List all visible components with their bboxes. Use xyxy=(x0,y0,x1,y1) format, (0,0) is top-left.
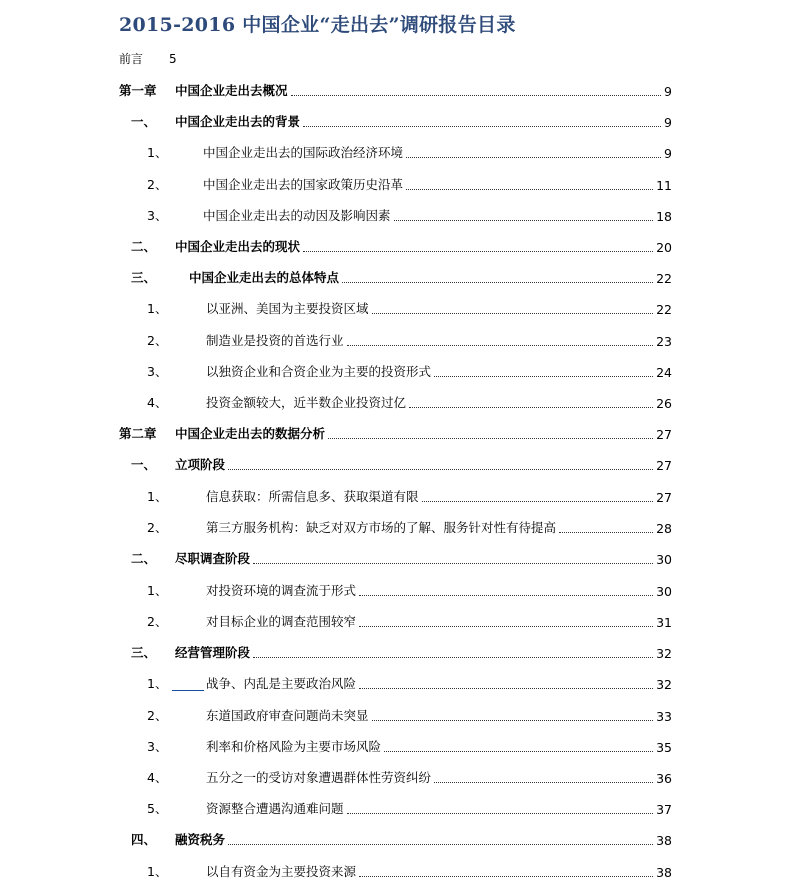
toc-entry-number: 第一章 xyxy=(119,83,157,98)
toc-dot-leader xyxy=(434,375,653,377)
toc-entry-page: 24 xyxy=(656,365,672,380)
toc-entry-title: 中国企业走出去的国家政策历史沿革 xyxy=(203,177,404,192)
toc-dot-leader xyxy=(359,687,653,689)
toc-dot-leader xyxy=(359,875,653,877)
toc-entry[interactable] xyxy=(0,205,700,225)
toc-entry-number: 1、 xyxy=(147,676,168,691)
toc-entry-number: 5、 xyxy=(147,801,168,816)
toc-entry-title: 以自有资金为主要投资来源 xyxy=(206,864,357,879)
toc-entry[interactable] xyxy=(0,829,700,849)
toc-entry[interactable] xyxy=(0,861,700,881)
toc-entry[interactable] xyxy=(0,142,700,162)
toc-entry-number: 4、 xyxy=(147,395,168,410)
toc-entry-title: 第三方服务机构：缺乏对双方市场的了解、服务针对性有待提高 xyxy=(206,520,557,535)
toc-entry-number: 2、 xyxy=(147,177,168,192)
toc-entry-title: 中国企业走出去的数据分析 xyxy=(175,426,326,441)
toc-entry-page: 28 xyxy=(656,521,672,536)
toc-entry-title: 中国企业走出去的动因及影响因素 xyxy=(203,208,391,223)
toc-entry-page: 32 xyxy=(656,646,672,661)
toc-entry-number: 一、 xyxy=(131,457,157,472)
toc-entry[interactable] xyxy=(0,767,700,787)
toc-entry-title: 中国企业走出去的国际政治经济环境 xyxy=(203,145,404,160)
toc-entry-title: 东道国政府审查问题尚未突显 xyxy=(206,708,369,723)
toc-dot-leader xyxy=(228,468,653,470)
toc-dot-leader xyxy=(253,656,653,658)
toc-entry-title: 尽职调查阶段 xyxy=(175,551,251,566)
toc-entry-page: 30 xyxy=(656,584,672,599)
toc-entry[interactable] xyxy=(0,330,700,350)
toc-entry-title: 对投资环境的调查流于形式 xyxy=(206,583,357,598)
toc-entry-page: 31 xyxy=(656,615,672,630)
toc-entry[interactable] xyxy=(0,611,700,631)
toc-entry-number: 一、 xyxy=(131,114,157,129)
preface-label: 前言 xyxy=(119,52,144,66)
toc-entry-title: 信息获取：所需信息多、获取渠道有限 xyxy=(206,489,419,504)
toc-entry-page: 9 xyxy=(664,84,672,99)
toc-entry[interactable] xyxy=(0,423,700,443)
toc-entry-title: 投资金额较大，近半数企业投资过亿 xyxy=(206,395,407,410)
toc-entry-number: 二、 xyxy=(131,239,157,254)
toc-dot-leader xyxy=(372,312,654,314)
toc-entry-page: 32 xyxy=(656,677,672,692)
toc-entry-page: 35 xyxy=(656,740,672,755)
toc-entry-title: 对目标企业的调查范围较窄 xyxy=(206,614,357,629)
toc-entry[interactable] xyxy=(0,111,700,131)
toc-entry-page: 37 xyxy=(656,802,672,817)
toc-entry-page: 18 xyxy=(656,209,672,224)
toc-entry-number: 4、 xyxy=(147,770,168,785)
toc-dot-leader xyxy=(303,250,653,252)
toc-entry[interactable] xyxy=(0,736,700,756)
toc-dot-leader xyxy=(291,94,662,96)
toc-dot-leader xyxy=(406,188,653,190)
toc-entry-page: 27 xyxy=(656,427,672,442)
toc-entry-title: 以独资企业和合资企业为主要的投资形式 xyxy=(206,364,432,379)
toc-entry[interactable] xyxy=(0,642,700,662)
toc-entry-title: 立项阶段 xyxy=(175,457,226,472)
toc-entry-number: 四、 xyxy=(131,832,157,847)
toc-entry-number: 2、 xyxy=(147,708,168,723)
toc-entry[interactable] xyxy=(0,486,700,506)
toc-entry-page: 33 xyxy=(656,709,672,724)
toc-preface[interactable] xyxy=(119,50,177,67)
toc-entry-number: 2、 xyxy=(147,520,168,535)
toc-dot-leader xyxy=(347,344,654,346)
toc-entry-number: 1、 xyxy=(147,145,168,160)
toc-entry-number: 1、 xyxy=(147,301,168,316)
toc-entry-title: 资源整合遭遇沟通难问题 xyxy=(206,801,344,816)
toc-entry-page: 38 xyxy=(656,833,672,848)
edit-underline-mark xyxy=(172,690,204,691)
toc-entry-page: 20 xyxy=(656,240,672,255)
preface-page: 5 xyxy=(169,52,177,66)
toc-entry-title: 五分之一的受访对象遭遇群体性劳资纠纷 xyxy=(206,770,432,785)
toc-dot-leader xyxy=(406,156,661,158)
toc-entry[interactable] xyxy=(0,673,700,693)
toc-dot-leader xyxy=(253,562,653,564)
toc-entry[interactable] xyxy=(0,580,700,600)
toc-entry[interactable] xyxy=(0,267,700,287)
toc-dot-leader xyxy=(303,125,661,127)
toc-entry-number: 三、 xyxy=(131,645,157,660)
toc-entry-page: 27 xyxy=(656,490,672,505)
toc-entry-title: 中国企业走出去的总体特点 xyxy=(189,270,340,285)
toc-entry[interactable] xyxy=(0,548,700,568)
toc-entry[interactable] xyxy=(0,798,700,818)
toc-entry-page: 30 xyxy=(656,552,672,567)
toc-dot-leader xyxy=(328,437,653,439)
toc-entry-number: 二、 xyxy=(131,551,157,566)
toc-entry-title: 战争、内乱是主要政治风险 xyxy=(206,676,357,691)
toc-entry-page: 9 xyxy=(664,115,672,130)
toc-entry-page: 9 xyxy=(664,146,672,161)
toc-entry-number: 3、 xyxy=(147,364,168,379)
toc-entry-page: 23 xyxy=(656,334,672,349)
toc-entry[interactable] xyxy=(0,174,700,194)
toc-entry[interactable] xyxy=(0,361,700,381)
toc-entry-number: 2、 xyxy=(147,614,168,629)
toc-dot-leader xyxy=(434,781,653,783)
toc-entry-page: 26 xyxy=(656,396,672,411)
toc-entry[interactable] xyxy=(0,80,700,100)
toc-entry-number: 1、 xyxy=(147,864,168,879)
toc-entry-page: 36 xyxy=(656,771,672,786)
toc-dot-leader xyxy=(394,219,654,221)
toc-dot-leader xyxy=(384,750,653,752)
toc-entry-page: 22 xyxy=(656,271,672,286)
toc-entry-title: 以亚洲、美国为主要投资区域 xyxy=(206,301,369,316)
toc-entry-number: 第二章 xyxy=(119,426,157,441)
toc-entry-number: 3、 xyxy=(147,208,168,223)
toc-entry-page: 11 xyxy=(656,178,672,193)
toc-entry-title: 经营管理阶段 xyxy=(175,645,251,660)
toc-entry[interactable] xyxy=(0,236,700,256)
toc-entry-number: 3、 xyxy=(147,739,168,754)
toc-entry-title: 中国企业走出去的现状 xyxy=(175,239,301,254)
toc-dot-leader xyxy=(359,625,653,627)
toc-entry-page: 27 xyxy=(656,458,672,473)
toc-entry-number: 2、 xyxy=(147,333,168,348)
toc-entry[interactable] xyxy=(0,298,700,318)
toc-entry-title: 制造业是投资的首选行业 xyxy=(206,333,344,348)
toc-dot-leader xyxy=(559,531,653,533)
toc-dot-leader xyxy=(422,500,654,502)
toc-entry-number: 三、 xyxy=(131,270,157,285)
toc-entry[interactable] xyxy=(0,705,700,725)
toc-dot-leader xyxy=(372,719,654,721)
toc-entry-title: 中国企业走出去概况 xyxy=(175,83,288,98)
toc-entry-number: 1、 xyxy=(147,489,168,504)
toc-entry-page: 38 xyxy=(656,865,672,880)
toc-dot-leader xyxy=(359,594,653,596)
toc-dot-leader xyxy=(228,843,653,845)
toc-entry[interactable] xyxy=(0,454,700,474)
toc-entry-title: 中国企业走出去的背景 xyxy=(175,114,301,129)
toc-entry-title: 利率和价格风险为主要市场风险 xyxy=(206,739,382,754)
toc-entry-number: 1、 xyxy=(147,583,168,598)
toc-entry-page: 22 xyxy=(656,302,672,317)
toc-dot-leader xyxy=(342,281,653,283)
page-title: 2015-2016 中国企业“走出去”调研报告目录 xyxy=(119,14,516,36)
toc-entry[interactable] xyxy=(0,517,700,537)
toc-dot-leader xyxy=(347,812,654,814)
toc-entry[interactable] xyxy=(0,392,700,412)
toc-entry-title: 融资税务 xyxy=(175,832,226,847)
toc-dot-leader xyxy=(409,406,653,408)
